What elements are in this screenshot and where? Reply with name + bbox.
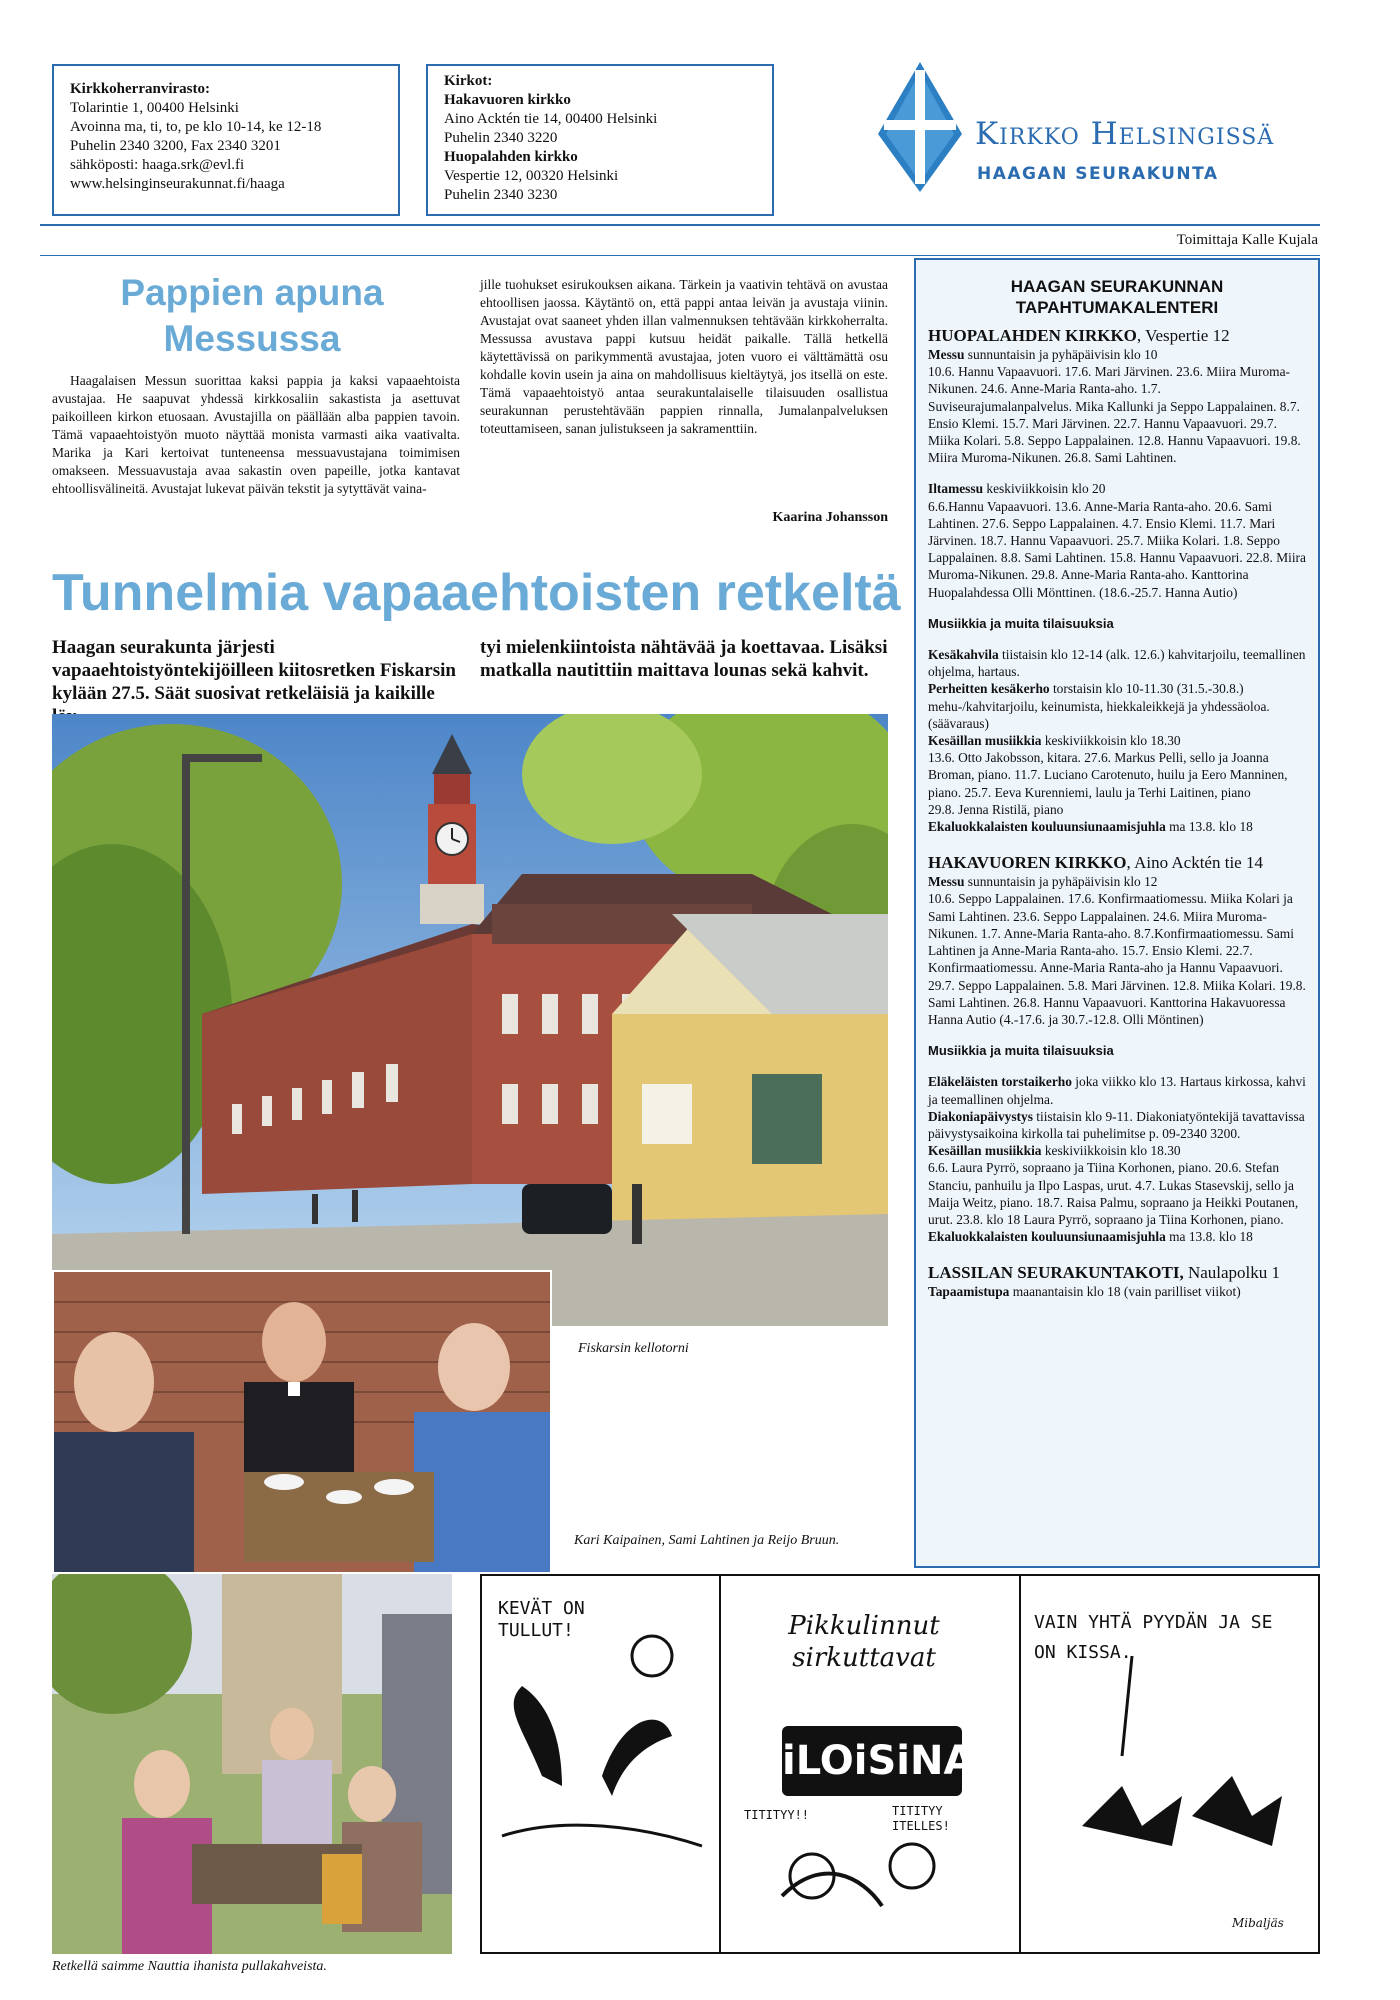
caption-cafe-terrace: Retkellä saimme Nauttia ihanista pullakahveista. — [52, 1959, 327, 1974]
cartoon-strip — [480, 1574, 1320, 1954]
church-name: Hakavuoren kirkko — [444, 92, 571, 108]
church-huopalahti — [928, 326, 1306, 346]
church-address: Naulapolku 1 — [1183, 1263, 1281, 1283]
event-label: Kesäillan musiikkia — [928, 733, 1042, 749]
church-name: HUOPALAHDEN KIRKKO — [928, 326, 1137, 345]
church-line: Aino Acktén tie 14, 00400 Helsinki — [444, 111, 658, 127]
office-line: Tolarintie 1, 00400 Helsinki — [70, 100, 239, 116]
service-messu — [928, 873, 1306, 1028]
church-address: , Vespertie 12 — [1136, 326, 1230, 345]
event-label: Ekaluokkalaisten kouluunsiunaamisjuhla — [928, 1229, 1166, 1245]
church-name: Huopalahden kirkko — [444, 149, 578, 165]
event-label: Kesäillan musiikkia — [928, 1143, 1042, 1159]
article1-author: Kaarina Johansson — [772, 510, 888, 525]
office-line: www.helsinginseurakunnat.fi/haaga — [70, 176, 285, 192]
service-label: Messu — [928, 347, 965, 362]
article1-title — [52, 270, 452, 362]
event-text: maanantaisin klo 18 (vain parilliset viikot) — [1009, 1284, 1241, 1300]
event-text: tiistaisin klo 12-14 (alk. 12.6.) kahvitarjoilu, teemallinen ohjelma, hartaus. — [928, 647, 1306, 680]
event-text: 6.6. Laura Pyrrö, sopraano ja Tiina Korhonen, piano. 20.6. Stefan Stanciu, panhuilu ja Ilpo Laspas, urut. 4.7. Lukas Stasevskij, sello ja Maija Weitz, piano. 18.7. Raisa Palmu, sopraano ja Heikki Poutanen, urut. 23.8. klo 18 Laura Pyrrö, sopraano ja Tiina Korhonen, piano. — [928, 1160, 1299, 1227]
cartoon-signature: Mibaljäs — [1232, 1916, 1284, 1930]
service-list: 10.6. Hannu Vapaavuori. 17.6. Mari Järvinen. 23.6. Miira Muroma-Nikunen. 24.6. Anne-Maria Ranta-aho. 1.7. Suviseurajumalanpalvelus. Mika Kallunki ja Seppo Lappalainen. 8.7. Ensio Klemi. 15.7. Mari Järvinen. 22.7. Hannu Vapaavuori. 29.7. Miika Kolari. 5.8. Seppo Lappalainen. 12.8. Hannu Vapaavuori. 19.8. Miira Muroma-Nikunen. 26.8. Sami Lahtinen. — [928, 364, 1301, 466]
article1-col1 — [52, 372, 460, 498]
office-line: Puhelin 2340 3200, Fax 2340 3201 — [70, 138, 281, 154]
article2-lede-col1: Haagan seurakunta järjesti vapaaehtoistyöntekijöilleen kiitosretken Fiskarsin kylään 27.5. Säät suosivat retkeläisiä ja kaikille — [52, 637, 456, 704]
service-label: Iltamessu — [928, 481, 984, 497]
event-text: tiistaisin klo 9-11. Diakoniatyöntekijä tavattavissa päivystysaikoina kirkolla tai puhelimitse p. 09-2340 3200. — [928, 1108, 1305, 1141]
logo-title: Kirkko Helsingissä — [975, 116, 1275, 152]
office-heading: Kirkkoherranvirasto: — [70, 81, 210, 97]
article1-title-line: Pappien apuna — [120, 272, 384, 313]
event-list-hakavuori — [928, 1073, 1306, 1245]
event-label: Perheitten kesäkerho — [928, 681, 1050, 697]
photo-cafe-terrace — [52, 1574, 452, 1954]
service-list: 6.6.Hannu Vapaavuori. 13.6. Anne-Maria Ranta-aho. 20.6. Sami Lahtinen. 27.6. Seppo Lappalainen. 4.7. Ensio Klemi. 11.7. Mari Järvinen. 18.7. Hannu Vapaavuori. 25.7. Miika Kolari. 1.8. Seppo Lappalainen. 8.8. Sami Lahtinen. 15.8. Hannu Vapaavuori. 22.8. Miira Muroma-Nikunen. 29.8. Anne-Maria Ranta-aho. Kanttorina Huopalahdessa Olli Mönttinen. (18.6.-25.7. Hanna Autio) — [928, 498, 1306, 600]
church-line: Puhelin 2340 3230 — [444, 187, 558, 203]
cartoon-text-tweet2: TITITYY ITELLES! — [892, 1804, 950, 1833]
service-iltamessu — [928, 480, 1306, 600]
church-logo-icon — [870, 62, 970, 192]
editor-rule — [40, 255, 1320, 256]
header-rule — [40, 224, 1320, 226]
event-text: keskiviikkoisin klo 18.30 — [1041, 733, 1181, 749]
article1-title-line: Messussa — [163, 318, 341, 359]
event-text: torstaisin klo 10-11.30 (31.5.-30.8.) mehu-/kahvitarjoilu, keinumista, hiekkaleikkejä ja yhdessäoloa. (säävaraus) — [928, 681, 1270, 731]
event-label: Kesäkahvila — [928, 647, 999, 663]
music-heading: Musiikkia ja muita tilaisuuksia — [928, 1043, 1114, 1059]
church-address: , Aino Acktén tie 14 — [1126, 853, 1263, 873]
churches-info-box — [426, 64, 774, 216]
cartoon-text-spring: KEVÄT ON TULLUT! — [498, 1598, 585, 1641]
event-text: ma 13.8. klo 18 — [1165, 819, 1253, 835]
office-info-box — [52, 64, 400, 216]
calendar-title-line: HAAGAN SEURAKUNNAN — [1010, 277, 1224, 296]
office-line: sähköposti: haaga.srk@evl.fi — [70, 157, 245, 173]
editor-credit: Toimittaja Kalle Kujala — [1176, 232, 1318, 248]
article2-lede-col2: tyi mielenkiintoista nähtävää ja koettavaa. Lisäksi matkalla nautittiin maittava lounas sekä kahvit. — [480, 637, 888, 681]
event-text: keskiviikkoisin klo 18.30 — [1041, 1143, 1181, 1159]
event-text: 13.6. Otto Jakobsson, kitara. 27.6. Markus Pelli, sello ja Joanna Broman, piano. 11.7. Luciano Carotenuto, huilu ja Eero Manninen, piano. 25.7. Eeva Kurenniemi, laulu ja Terhi Laitinen, piano — [928, 750, 1288, 800]
service-label: Messu — [928, 874, 965, 890]
event-label: Ekaluokkalaisten kouluunsiunaamisjuhla — [928, 819, 1166, 835]
caption-coffee-group: Kari Kaipainen, Sami Lahtinen ja Reijo Bruun. — [574, 1533, 840, 1548]
calendar-title — [928, 276, 1306, 318]
caption-clock-tower: Fiskarsin kellotorni — [578, 1341, 689, 1356]
cartoon-text-happy: iLOiSiNA — [782, 1738, 975, 1784]
churches-heading: Kirkot: — [444, 73, 493, 89]
event-label: Eläkeläisten torstaikerho — [928, 1074, 1072, 1090]
logo-subtitle: HAAGAN SEURAKUNTA — [977, 164, 1219, 184]
photo-fiskars-clock-tower — [52, 714, 888, 1326]
service-time: sunnuntaisin ja pyhäpäivisin klo 10 — [964, 347, 1158, 362]
event-text: joka viikko klo 13. Hartaus kirkossa, kahvi ja teemallinen ohjelma. — [928, 1074, 1306, 1107]
service-messu — [928, 346, 1306, 466]
calendar-title-line: TAPAHTUMAKALENTERI — [1015, 298, 1219, 317]
cartoon-text-birds: Pikkulinnut sirkuttavat — [788, 1611, 940, 1673]
church-name: HAKAVUOREN KIRKKO — [928, 853, 1127, 873]
event-label: Diakoniapäivystys — [928, 1108, 1033, 1124]
article1-col2 — [480, 276, 888, 438]
photo-coffee-group — [52, 1270, 552, 1574]
office-line: Avoinna ma, ti, to, pe klo 10-14, ke 12-18 — [70, 119, 322, 135]
service-time: keskiviikkoisin klo 20 — [983, 481, 1106, 497]
service-list: 10.6. Seppo Lappalainen. 17.6. Konfirmaatiomessu. Miika Kolari ja Sami Lahtinen. 23.6. Seppo Lappalainen. 24.6. Miira Muroma-Nikunen. 1.7. Anne-Maria Ranta-aho. 8.7.Konfirmaatiomessu. Sami Lahtinen ja Anne-Maria Ranta-aho. 15.7. Ensio Klemi. 22.7. Konfirmaatiomessu. Anne-Maria Ranta-aho ja Hannu Vapaavuori. 29.7. Seppo Lappalainen. 5.8. Mari Järvinen. 12.8. Miika Kolari. 19.8. Sami Lahtinen. 26.8. Hannu Vapaavuori. Kanttorina Hakavuoressa Hanna Autio (4.-17.6. ja 30.7.-12.8. Olli Möntinen) — [928, 891, 1306, 1027]
church-lassila — [928, 1263, 1306, 1283]
event-label: Tapaamistupa — [928, 1284, 1010, 1300]
cartoon-text-cat: VAIN YHTÄ PYYDÄN JA SE ON KISSA. — [1034, 1612, 1273, 1663]
church-line: Puhelin 2340 3220 — [444, 130, 558, 146]
event-calendar — [914, 258, 1320, 1568]
service-time: sunnuntaisin ja pyhäpäivisin klo 12 — [964, 874, 1158, 890]
church-line: Vespertie 12, 00320 Helsinki — [444, 168, 619, 184]
music-heading: Musiikkia ja muita tilaisuuksia — [928, 615, 1114, 631]
event-text: ma 13.8. klo 18 — [1165, 1229, 1253, 1245]
event-list-lassila — [928, 1283, 1306, 1300]
event-text: 29.8. Jenna Ristilä, piano — [928, 801, 1064, 817]
article1-paragraph: jille tuohukset esirukouksen aikana. Tärkein ja vaativin tehtävä on avustaa ehtoollisen jaossa. Käytäntö on, että pappi antaa leivän ja avustaja viinin. Avustajat ovat saaneet yhden illan valmennuksen tehtävään kirkkoherralta. Messussa avustava pappi kutsuu heidät paikalle. Tällä hetkellä käytettävissä on parikymmentä avustajaa, joten vuoro ei välttämättä osu kohdalle kovin usein ja aina on mahdollisuus kieltäytyä, jos itsellä on este. Tämä vapaaehtoistyö antaa seurakuntalaiselle tilaisuuden osallistua seurakunnan perustehtävään pappien rinnalla, Jumalanpalveluksen toteuttamiseen, sanan julistukseen ja sakramenttiin. — [480, 277, 888, 436]
church-name: LASSILAN SEURAKUNTAKOTI, — [928, 1263, 1184, 1283]
church-hakavuori — [928, 853, 1306, 873]
article1-paragraph: Haagalaisen Messun suorittaa kaksi pappia ja kaksi vapaaehtoista avustajaa. He saapuvat yhdessä kirkkosaliin sakastista ja asettuvat paikoilleen kirkon etuosaan. Avustajilla on päällään alba pappien tavoin. Tämä vapaaehtoistyön muoto näyttää monista varmasti aika vaativalta. Marika ja Kari kertoivat tunteneensa messuavustajana toimimisen omakseen. Messuavustaja avaa sakastin oven papeille, jotka kantavat ehtoollisvälineitä. Avustajat lukevat päivän tekstit ja sytyttävät vaina- — [52, 373, 460, 496]
event-list-huopalahti — [928, 646, 1306, 835]
article2-title: Tunnelmia vapaaehtoisten retkeltä — [52, 564, 901, 622]
cartoon-text-tweet1: TITITYY!! — [744, 1808, 810, 1822]
